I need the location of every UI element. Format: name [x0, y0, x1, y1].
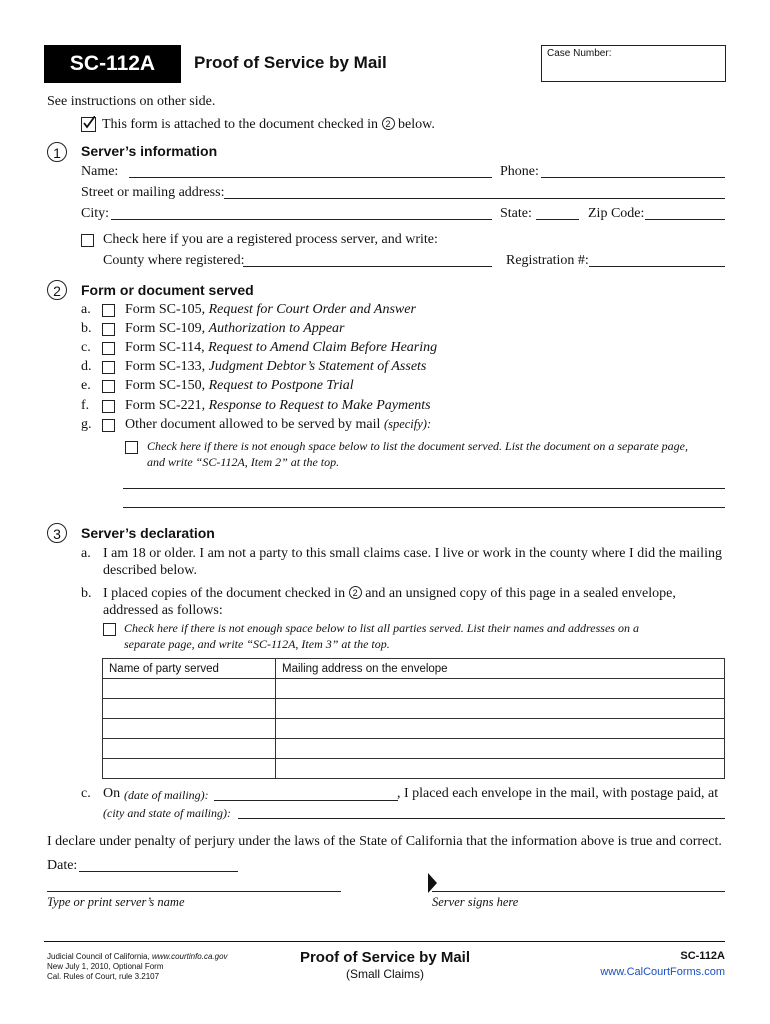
footer-subtitle: (Small Claims) [346, 967, 424, 981]
section-2-number: 2 [47, 280, 67, 300]
other-document-line-1[interactable] [123, 488, 725, 489]
doc-overflow-note-2: and write “SC-112A, Item 2” at the top. [147, 455, 340, 469]
city-label: City: [81, 206, 110, 221]
form-code: SC-112A [69, 52, 156, 75]
doc-label: Form SC-114, Request to Amend Claim Before Hearing [125, 340, 438, 355]
county-label: County where registered: [103, 253, 245, 268]
zip-field[interactable] [645, 219, 725, 220]
doc-checkbox-a[interactable] [102, 304, 115, 317]
street-field[interactable] [224, 198, 725, 199]
doc-label: Form SC-105, Request for Court Order and Answer [125, 302, 416, 317]
party-name-cell[interactable] [103, 699, 276, 719]
doc-letter: a. [81, 302, 91, 317]
party-address-cell[interactable] [276, 699, 725, 719]
decl-b-line-2: addressed as follows: [103, 603, 223, 618]
phone-field[interactable] [541, 177, 725, 178]
signature-label: Server signs here [432, 895, 519, 909]
table-row [103, 679, 725, 699]
doc-label: Form SC-109, Authorization to Appear [125, 321, 345, 336]
signature-field[interactable] [432, 891, 725, 892]
doc-label: Form SC-133, Judgment Debtor’s Statement of Assets [125, 359, 427, 374]
section-1-number: 1 [47, 142, 67, 162]
section-3-heading: Server’s declaration [81, 525, 215, 541]
doc-overflow-note-1: Check here if there is not enough space below to list the document served. List the document on a separate page, [147, 439, 689, 453]
date-of-mailing-field[interactable] [214, 800, 398, 801]
other-document-line-2[interactable] [123, 507, 725, 508]
sign-arrow-icon [428, 873, 438, 893]
footer-line-2: New July 1, 2010, Optional Form [47, 962, 164, 971]
party-address-cell[interactable] [276, 719, 725, 739]
doc-letter: g. [81, 417, 92, 432]
footer-line-3: Cal. Rules of Court, rule 3.2107 [47, 972, 160, 981]
footer-title: Proof of Service by Mail [299, 949, 471, 966]
checkmark-icon [82, 116, 95, 129]
party-name-cell[interactable] [103, 739, 276, 759]
city-state-of-mailing-label: (city and state of mailing): [103, 806, 231, 820]
doc-checkbox-g[interactable] [102, 419, 115, 432]
date-of-mailing-label: (date of mailing): [124, 788, 209, 802]
doc-label: Form SC-150, Request to Postpone Trial [125, 378, 354, 393]
doc-label: Other document allowed to be served by mail (specify): [125, 417, 432, 432]
parties-overflow-note-2: separate page, and write “SC-112A, Item 3” at the top. [124, 637, 390, 651]
party-address-cell[interactable] [276, 759, 725, 779]
name-label: Name: [81, 164, 119, 179]
registered-text: Check here if you are a registered process server, and write: [103, 232, 438, 247]
zip-label: Zip Code: [588, 206, 645, 221]
city-state-of-mailing-field[interactable] [238, 818, 725, 819]
decl-b-letter: b. [81, 586, 92, 601]
street-label: Street or mailing address: [81, 185, 225, 200]
section-ref-2: 2 [349, 586, 362, 599]
doc-label: Form SC-221, Response to Request to Make Payments [125, 398, 431, 413]
name-field[interactable] [129, 177, 492, 178]
footer-divider [44, 941, 725, 942]
doc-letter: e. [81, 378, 91, 393]
parties-table [102, 658, 725, 779]
party-name-cell[interactable] [103, 719, 276, 739]
registration-field[interactable] [589, 266, 725, 267]
phone-label: Phone: [500, 164, 539, 179]
table-row [103, 739, 725, 759]
form-title: Proof of Service by Mail [194, 53, 387, 72]
doc-checkbox-f[interactable] [102, 400, 115, 413]
decl-c-on: On [103, 786, 121, 801]
decl-b-line-1: I placed copies of the document checked in 2 and an unsigned copy of this page in a sealed envelope, [103, 586, 676, 601]
attached-text: This form is attached to the document checked in 2 below. [102, 117, 435, 132]
doc-checkbox-e[interactable] [102, 380, 115, 393]
doc-letter: c. [81, 340, 91, 355]
doc-letter: b. [81, 321, 92, 336]
server-name-label: Type or print server’s name [47, 895, 185, 909]
registration-label: Registration #: [506, 253, 589, 268]
table-row [103, 759, 725, 779]
decl-a-line-2: described below. [103, 563, 197, 578]
state-label: State: [500, 206, 532, 221]
table-header-row [103, 659, 725, 679]
county-field[interactable] [243, 266, 492, 267]
server-name-field[interactable] [47, 891, 341, 892]
doc-letter: f. [81, 398, 90, 413]
doc-checkbox-b[interactable] [102, 323, 115, 336]
footer-line-1: Judicial Council of California, www.courtinfo.ca.gov [47, 952, 228, 961]
decl-c-text: , I placed each envelope in the mail, with postage paid, at [397, 786, 719, 801]
case-number-label: Case Number: [547, 48, 612, 59]
table-row [103, 699, 725, 719]
instructions-text: See instructions on other side. [47, 94, 216, 109]
attached-checkbox[interactable] [81, 117, 96, 132]
city-field[interactable] [111, 219, 492, 220]
perjury-declaration: I declare under penalty of perjury under the laws of the State of California that the information above is true and correct. [47, 834, 722, 849]
section-2-heading: Form or document served [81, 282, 254, 298]
doc-checkbox-d[interactable] [102, 361, 115, 374]
party-address-cell[interactable] [276, 679, 725, 699]
column-header-name: Name of party served [103, 659, 276, 679]
section-1-heading: Server’s information [81, 143, 218, 159]
doc-letter: d. [81, 359, 92, 374]
state-field[interactable] [536, 219, 579, 220]
party-address-cell[interactable] [276, 739, 725, 759]
doc-checkbox-c[interactable] [102, 342, 115, 355]
party-name-cell[interactable] [103, 759, 276, 779]
decl-a-letter: a. [81, 546, 91, 561]
section-ref-2: 2 [382, 117, 395, 130]
table-row [103, 719, 725, 739]
section-3-number: 3 [47, 523, 67, 543]
date-field[interactable] [79, 871, 238, 872]
column-header-address: Mailing address on the envelope [276, 659, 725, 679]
footer-form-code: SC-112A [680, 950, 725, 962]
party-name-cell[interactable] [103, 679, 276, 699]
decl-a-line-1: I am 18 or older. I am not a party to this small claims case. I live or work in the county where I did the mailing [103, 546, 722, 561]
registered-checkbox[interactable] [81, 234, 94, 247]
parties-overflow-note-1: Check here if there is not enough space below to list all parties served. List their names and addresses on a [124, 621, 639, 635]
website-link[interactable]: www.CalCourtForms.com [600, 966, 725, 978]
decl-c-letter: c. [81, 786, 91, 801]
parties-overflow-checkbox[interactable] [103, 623, 116, 636]
doc-overflow-checkbox[interactable] [125, 441, 138, 454]
date-label: Date: [47, 858, 78, 873]
